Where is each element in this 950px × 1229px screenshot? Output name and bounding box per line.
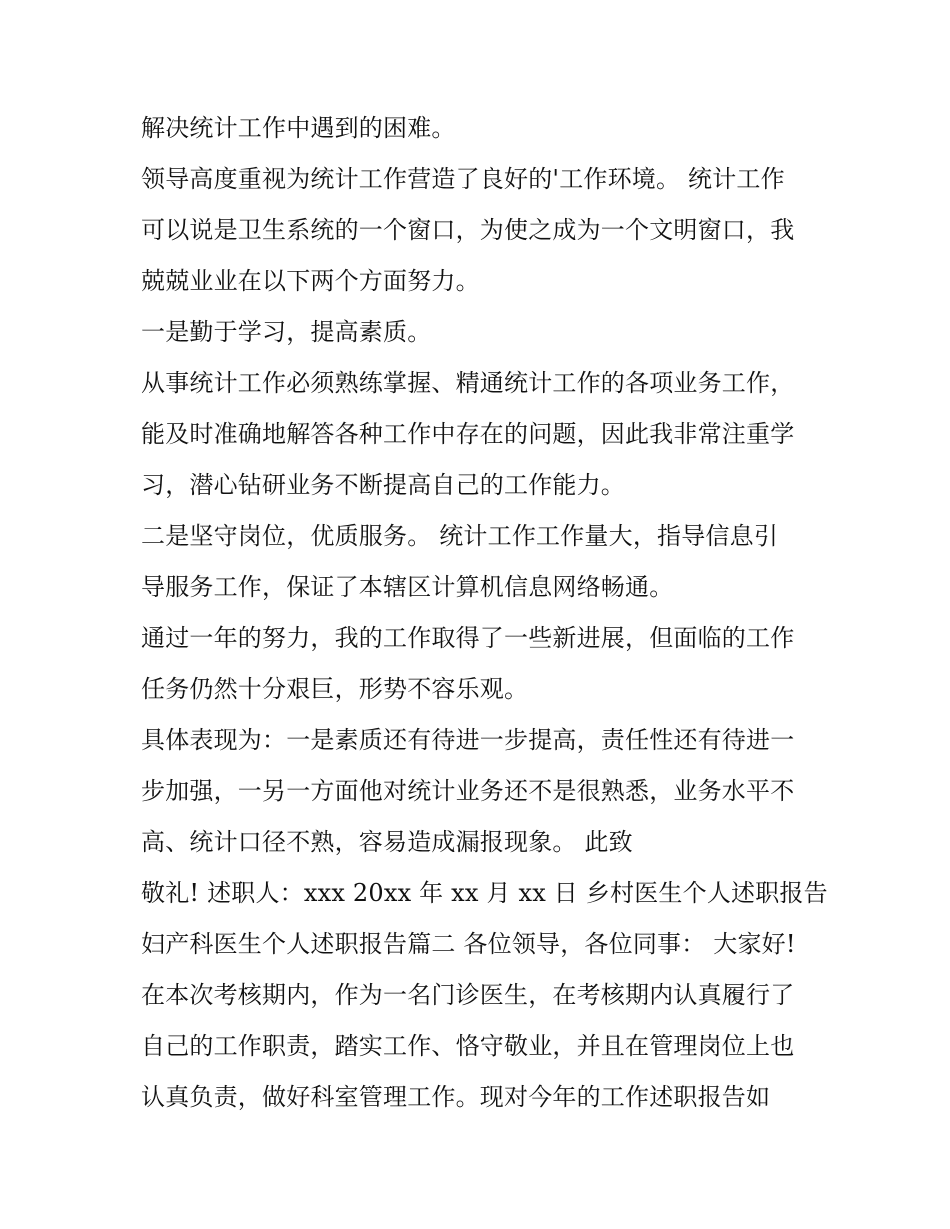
text-line: 高、统计口径不熟，容易造成漏报现象。 此致 [141,828,633,856]
text-line: 兢兢业业在以下两个方面努力。 [141,267,480,295]
text-line: 从事统计工作必须熟练掌握、精通统计工作的各项业务工作， [141,369,795,397]
text-line: 习，潜心钻研业务不断提高自己的工作能力。 [141,471,625,499]
document-body [141,103,828,1123]
text-line: 步加强，一另一方面他对统计业务还不是很熟悉，业务水平不 [141,777,795,805]
text-line: 解决统计工作中遇到的困难。 [141,114,456,142]
text-line: 通过一年的努力，我的工作取得了一些新进展，但面临的工作 [141,624,795,652]
text-line: 自己的工作职责，踏实工作、恪守敬业，并且在管理岗位上也 [141,1032,795,1060]
text-line: 在本次考核期内，作为一名门诊医生，在考核期内认真履行了 [141,981,795,1009]
text-line: 妇产科医生个人述职报告篇二 各位领导，各位同事： 大家好! [141,930,796,958]
text-line: 能及时准确地解答各种工作中存在的问题，因此我非常注重学 [141,420,795,448]
text-line: 一是勤于学习，提高素质。 [141,318,432,346]
text-line: 导服务工作，保证了本辖区计算机信息网络畅通。 [141,573,674,601]
text-line: 任务仍然十分艰巨，形势不容乐观。 [141,675,529,703]
text-line: 认真负责，做好科室管理工作。现对今年的工作述职报告如 [141,1083,771,1111]
text-line: 可以说是卫生系统的一个窗口，为使之成为一个文明窗口，我 [141,216,795,244]
text-line: 敬礼! 述职人：xxx 20xx 年 xx 月 xx 日 乡村医生个人述职报告 [141,879,828,907]
text-line: 具体表现为：一是素质还有待进一步提高，责任性还有待进一 [141,726,795,754]
text-line: 二是坚守岗位，优质服务。 统计工作工作量大，指导信息引 [141,522,779,550]
text-line: 领导高度重视为统计工作营造了良好的'工作环境。 统计工作 [141,165,785,193]
